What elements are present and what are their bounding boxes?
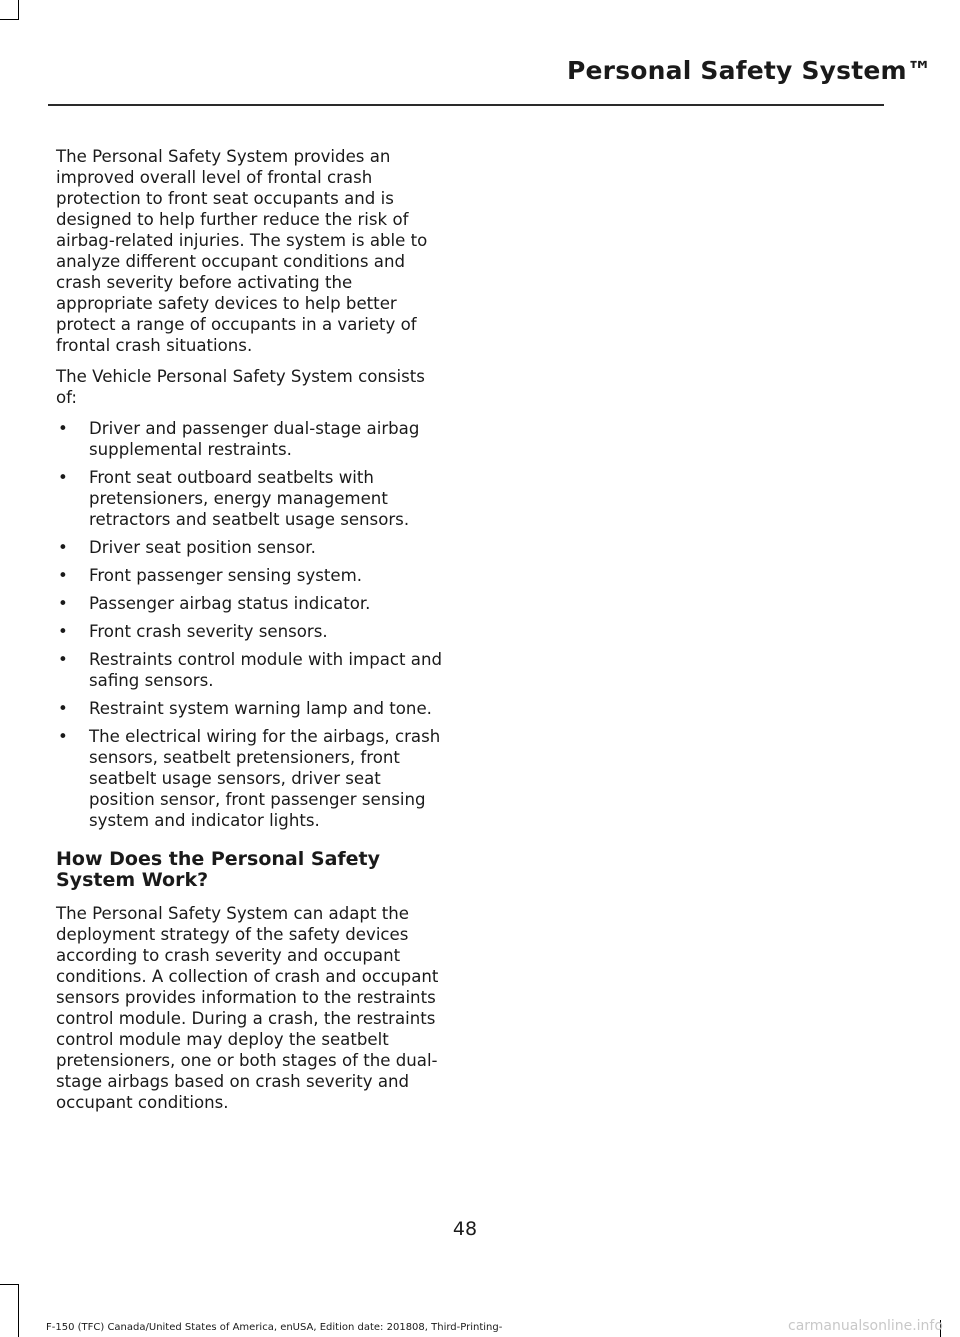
page-title: Personal Safety System™: [566, 56, 932, 85]
list-item: [56, 537, 448, 558]
list-item: [56, 565, 448, 586]
crop-mark-top-left-horizontal: [0, 19, 19, 20]
bullet-icon: •: [58, 622, 68, 641]
list-item: [56, 418, 448, 460]
list-item-text: Front crash severity sensors.: [89, 622, 328, 641]
crop-mark-bottom-left-horizontal: [0, 1284, 19, 1285]
bullet-icon: •: [58, 594, 68, 613]
crop-mark-top-left-vertical: [18, 0, 19, 20]
components-list: [56, 418, 448, 831]
list-item-text: Driver seat position sensor.: [89, 538, 316, 557]
list-item-text: Driver and passenger dual-stage airbag supplemental restraints.: [89, 419, 420, 459]
footer-text: F-150 (TFC) Canada/United States of America, enUSA, Edition date: 201808, Third-Printing-: [46, 1322, 503, 1333]
list-item-text: Passenger airbag status indicator.: [89, 594, 371, 613]
list-item-text: Restraints control module with impact and safing sensors.: [89, 650, 443, 690]
consists-intro: The Vehicle Personal Safety System consists of:: [56, 367, 425, 407]
list-item-text: Front passenger sensing system.: [89, 566, 363, 585]
list-item-text: The electrical wiring for the airbags, crash sensors, seatbelt pretensioners, front seatbelt usage sensors, driver seat position sensor, front passenger sensing system and indicator lights.: [89, 727, 441, 830]
list-item: [56, 726, 448, 831]
section-paragraph: The Personal Safety System can adapt the deployment strategy of the safety devices according to crash severity and occupant conditions. A collection of crash and occupant sensors provides information to the restraints control module. During a crash, the restraints control module may deploy the seatbelt pretensioners, one or both stages of the dual-stage airbags based on crash severity and occupant conditions.: [56, 904, 439, 1112]
list-item: [56, 649, 448, 691]
page-number: 48: [452, 1218, 478, 1240]
list-item: [56, 698, 448, 719]
bullet-icon: •: [58, 650, 68, 669]
list-item-text: Front seat outboard seatbelts with pretensioners, energy management retractors and seatbelt usage sensors.: [89, 468, 410, 529]
bullet-icon: •: [58, 699, 68, 718]
bullet-icon: •: [58, 538, 68, 557]
list-item: [56, 621, 448, 642]
list-item: [56, 593, 448, 614]
header-divider: [48, 104, 884, 106]
bullet-icon: •: [58, 419, 68, 438]
watermark: carmanualsonline.info: [788, 1318, 943, 1334]
main-content: [56, 146, 448, 1123]
list-item-text: Restraint system warning lamp and tone.: [89, 699, 432, 718]
bullet-icon: •: [58, 727, 68, 746]
bullet-icon: •: [58, 566, 68, 585]
section-heading: How Does the Personal Safety System Work?: [56, 848, 381, 891]
bullet-icon: •: [58, 468, 68, 487]
intro-paragraph: The Personal Safety System provides an improved overall level of frontal crash protection to front seat occupants and is designed to help further reduce the risk of airbag-related injuries. The system is able to analyze different occupant conditions and crash severity before activating the appropriate safety devices to help better protect a range of occupants in a variety of frontal crash situations.: [56, 147, 428, 355]
crop-mark-bottom-left-vertical: [18, 1284, 19, 1337]
list-item: [56, 467, 448, 530]
